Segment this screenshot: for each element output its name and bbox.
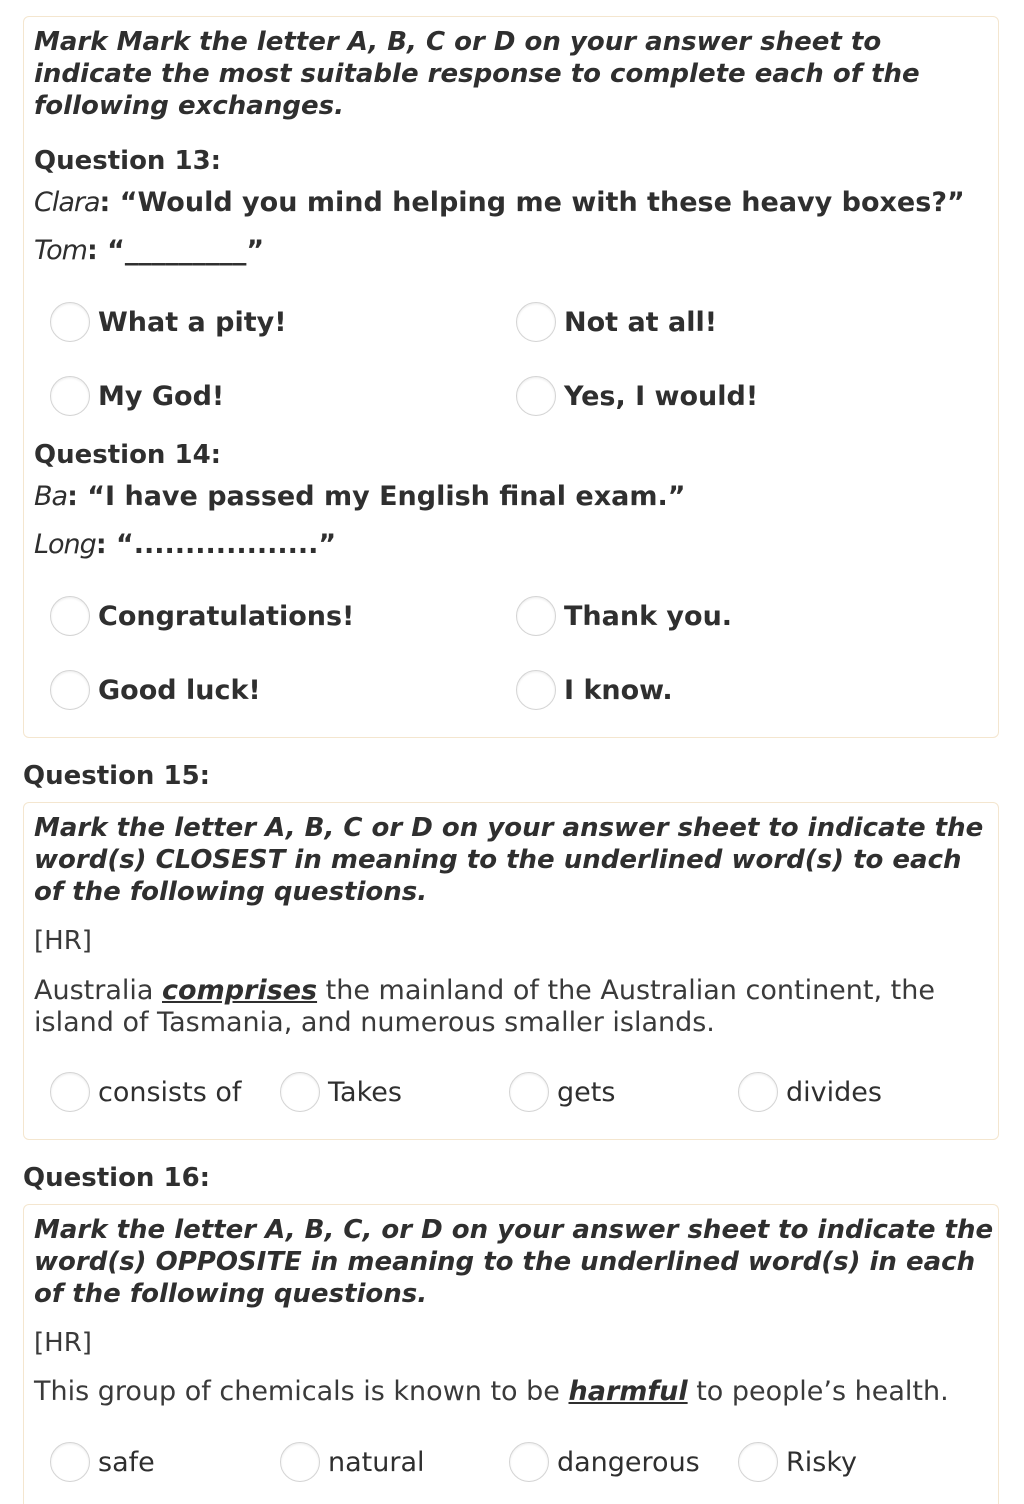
q15-option-d[interactable] [738,1070,882,1114]
sentence-text: This group of chemicals is known to be [34,1376,569,1407]
radio-button[interactable] [738,1442,778,1482]
speaker-name: Ba [34,481,68,512]
question-13-line-2 [34,235,264,266]
dialog-text: : “..................” [95,529,337,560]
underlined-word: comprises [162,975,318,1006]
option-label: consists of [98,1076,242,1108]
option-label: Congratulations! [98,600,355,632]
option-label: gets [557,1076,616,1108]
speaker-name: Long [34,529,96,560]
question-13-line-1 [34,187,965,218]
question-16-hr-tag: [HR] [34,1328,92,1358]
dialog-text: : “I have passed my English final exam.” [67,481,686,512]
option-label: Thank you. [564,600,733,632]
question-16-title: Question 16: [23,1163,211,1193]
radio-button[interactable] [516,596,556,636]
question-15-hr-tag: [HR] [34,926,92,956]
option-label: dangerous [557,1446,700,1478]
speaker-name: Clara [34,187,100,218]
radio-button[interactable] [516,670,556,710]
option-label: Good luck! [98,674,261,706]
q13-option-a[interactable] [50,300,287,344]
sentence-text: to people’s health. [687,1376,949,1407]
question-16-sentence [34,1376,949,1408]
radio-button[interactable] [509,1442,549,1482]
radio-button[interactable] [50,596,90,636]
q16-option-a[interactable] [50,1440,155,1484]
instruction-exchanges: Mark Mark the letter A, B, C or D on your answer sheet to indicate the most suitable response to complete each of the following exchanges. [34,27,920,121]
option-label: What a pity! [98,306,287,338]
radio-button[interactable] [516,302,556,342]
radio-button[interactable] [738,1072,778,1112]
q14-option-c[interactable] [50,668,261,712]
question-15-instruction: Mark the letter A, B, C or D on your answer sheet to indicate the word(s) CLOSEST in meaning to the underlined word(s) to each of the following questions. [34,813,984,907]
q15-option-b[interactable] [280,1070,402,1114]
q13-option-d[interactable] [516,374,758,418]
radio-button[interactable] [50,670,90,710]
radio-button[interactable] [516,376,556,416]
radio-button[interactable] [280,1072,320,1112]
dialog-text: : “_________” [86,235,265,266]
q16-option-b[interactable] [280,1440,425,1484]
q14-option-d[interactable] [516,668,673,712]
question-14-title: Question 14: [34,440,222,470]
question-13-title: Question 13: [34,146,222,176]
option-label: I know. [564,674,673,706]
option-label: My God! [98,380,225,412]
question-16-instruction: Mark the letter A, B, C, or D on your answer sheet to indicate the word(s) OPPOSITE in meaning to the underlined word(s) in each of the following questions. [34,1215,994,1309]
dialog-text: : “Would you mind helping me with these heavy boxes?” [99,187,965,218]
option-label: safe [98,1446,155,1478]
q16-option-d[interactable] [738,1440,857,1484]
radio-button[interactable] [509,1072,549,1112]
q15-option-a[interactable] [50,1070,241,1114]
option-label: Not at all! [564,306,718,338]
q14-option-a[interactable] [50,594,354,638]
q14-option-b[interactable] [516,594,732,638]
radio-button[interactable] [50,376,90,416]
option-label: Risky [786,1446,857,1478]
option-label: Yes, I would! [564,380,759,412]
option-label: Takes [328,1076,402,1108]
q13-option-b[interactable] [516,300,717,344]
question-14-line-2 [34,529,336,560]
option-label: natural [328,1446,425,1478]
radio-button[interactable] [50,1072,90,1112]
question-15-title: Question 15: [23,761,211,791]
underlined-word: harmful [568,1376,688,1407]
radio-button[interactable] [50,1442,90,1482]
question-15-sentence [34,975,994,1039]
question-14-line-1 [34,481,685,512]
q15-option-c[interactable] [509,1070,615,1114]
radio-button[interactable] [50,302,90,342]
radio-button[interactable] [280,1442,320,1482]
q16-option-c[interactable] [509,1440,700,1484]
sentence-text: the mainland of the Australian continent, the island of Tasmania, and numerous smaller islands. [34,975,935,1038]
option-label: divides [786,1076,882,1108]
q13-option-c[interactable] [50,374,224,418]
sentence-text: Australia [34,975,163,1006]
speaker-name: Tom [34,235,87,266]
